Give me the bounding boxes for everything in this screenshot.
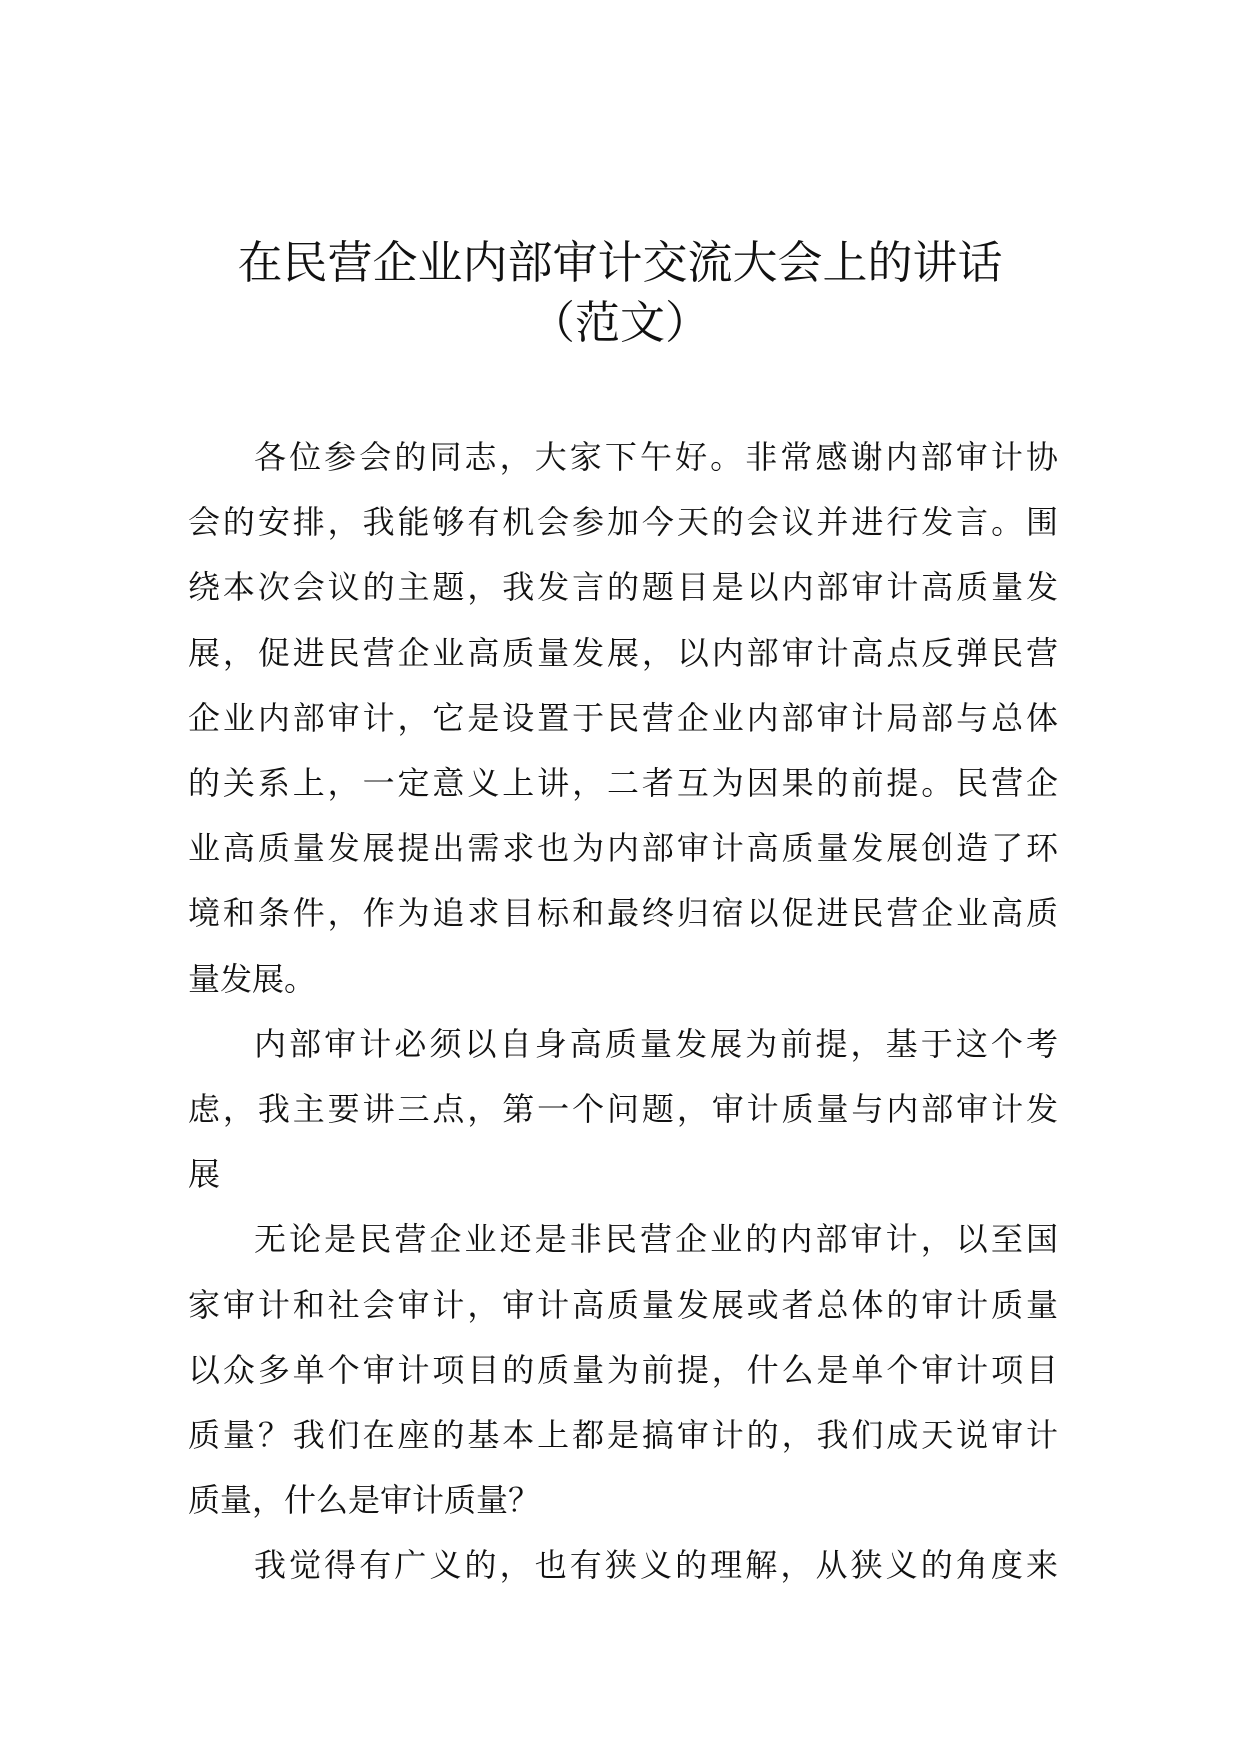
text-line: 虑，我主要讲三点，第一个问题，审计质量与内部审计发 <box>188 1090 1058 1129</box>
text-line: 企业内部审计，它是设置于民营企业内部审计局部与总体 <box>188 698 1058 737</box>
paragraph <box>188 425 1058 1012</box>
text-line: 会的安排，我能够有机会参加今天的会议并进行发言。围 <box>188 503 1058 542</box>
text-line: 质量，什么是审计质量？ <box>188 1481 541 1520</box>
paragraph <box>188 1207 1058 1533</box>
paragraph <box>188 1533 1058 1598</box>
text-line: 量发展。 <box>188 959 317 998</box>
document-title-suffix: （范文） <box>529 296 710 349</box>
text-line: 质量？我们在座的基本上都是搞审计的，我们成天说审计 <box>188 1416 1058 1455</box>
text-line: 无论是民营企业还是非民营企业的内部审计，以至国 <box>254 1220 1058 1259</box>
document-title: 在民营企业内部审计交流大会上的讲话 <box>237 236 1003 289</box>
text-line: 境和条件，作为追求目标和最终归宿以促进民营企业高质 <box>188 894 1058 933</box>
text-line: 绕本次会议的主题，我发言的题目是以内部审计高质量发 <box>188 568 1058 607</box>
text-line: 展 <box>188 1155 221 1194</box>
paragraph <box>188 1012 1058 1208</box>
text-line: 以众多单个审计项目的质量为前提，什么是单个审计项目 <box>188 1350 1058 1389</box>
text-line: 业高质量发展提出需求也为内部审计高质量发展创造了环 <box>188 829 1058 868</box>
text-line: 内部审计必须以自身高质量发展为前提，基于这个考 <box>254 1024 1058 1063</box>
text-line: 的关系上，一定意义上讲，二者互为因果的前提。民营企 <box>188 764 1058 803</box>
document-body <box>188 425 1058 1599</box>
text-line: 我觉得有广义的，也有狭义的理解，从狭义的角度来 <box>254 1546 1058 1585</box>
text-line: 展，促进民营企业高质量发展，以内部审计高点反弹民营 <box>188 633 1058 672</box>
text-line: 家审计和社会审计，审计高质量发展或者总体的审计质量 <box>188 1285 1058 1324</box>
text-line: 各位参会的同志，大家下午好。非常感谢内部审计协 <box>254 438 1058 476</box>
